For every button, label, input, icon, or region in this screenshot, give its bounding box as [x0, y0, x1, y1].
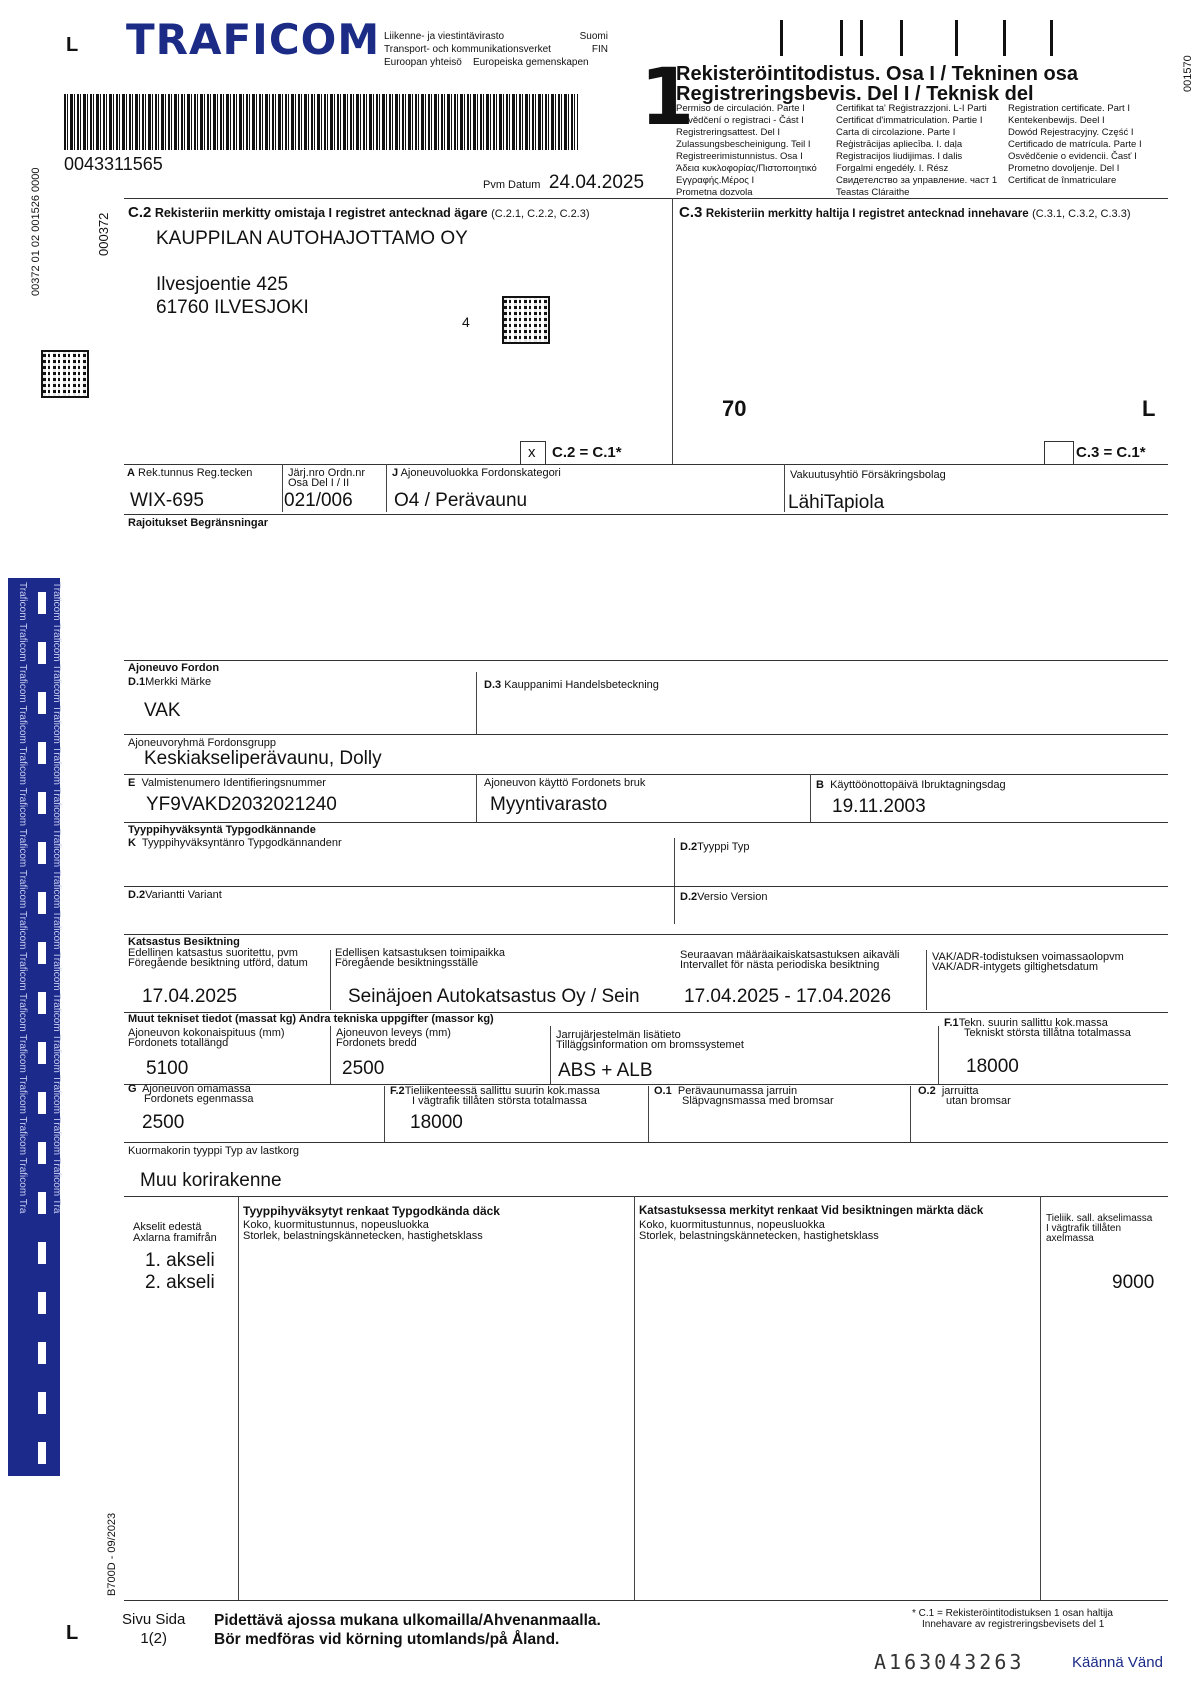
tr1-7: Prometna dozvola — [676, 187, 753, 198]
qr-code-left — [43, 352, 87, 396]
length-label1: Ajoneuvon kokonaispituus (mm) — [128, 1027, 285, 1039]
traficom-logo: TRAFICOM — [126, 15, 381, 64]
holder-number: 70 — [722, 396, 747, 421]
o1-label2: Släpvagnsmassa med bromsar — [682, 1095, 834, 1107]
line-type-split — [674, 838, 675, 924]
eu-fi: Euroopan yhteisö — [384, 57, 462, 68]
date-block — [483, 172, 644, 194]
title-line1: Rekisteröintitodistus. Osa I / Tekninen osa — [676, 63, 1078, 85]
width-value: 2500 — [342, 1058, 385, 1079]
qr-code-owner — [504, 298, 548, 342]
agency-sv: Transport- och kommunikationsverket — [384, 44, 551, 55]
k-code: K — [128, 837, 136, 849]
axle-mass-label — [1046, 1214, 1152, 1244]
insurance-label: Vakuutusyhtiö Försäkringsbolag — [790, 469, 946, 481]
axles-label1: Akselit edestä — [133, 1221, 202, 1233]
holder-code: C.3 — [679, 204, 703, 221]
tr3-6: Certificat de înmatriculare — [1008, 175, 1117, 186]
form-code: B700D - 09/2023 — [106, 1512, 118, 1596]
f1-value: 18000 — [966, 1056, 1019, 1077]
axle-2: 2. akseli — [145, 1272, 215, 1293]
owner-street: Ilvesjoentie 425 — [156, 274, 289, 295]
owner-name: KAUPPILAN AUTOHAJOTTAMO OY — [156, 228, 468, 249]
line-vehicle-top — [124, 660, 1168, 661]
first-use-label — [816, 780, 1006, 791]
axles-label — [133, 1222, 217, 1244]
axle-1: 1. akseli — [145, 1250, 215, 1271]
group-label: Ajoneuvoryhmä Fordonsgrupp — [128, 737, 276, 749]
barcode-number: 0043311565 — [64, 154, 163, 174]
k-label — [128, 838, 342, 849]
tr1-2: Registreringsattest. Del I — [676, 127, 781, 138]
page-label: Sivu Sida — [122, 1611, 186, 1628]
trade-label-text: Kauppanimi Handelsbeteckning — [504, 679, 659, 691]
country-name: Suomi — [579, 31, 608, 42]
part-number: 1 — [640, 53, 695, 143]
notice-fi: Pidettävä ajossa mukana ulkomailla/Ahvenanmaalla. — [214, 1612, 601, 1629]
line-a-1 — [282, 464, 283, 512]
barcode — [64, 94, 578, 150]
tr2-7: Teastas Cláraithe — [836, 187, 910, 198]
axle-mass-value: 9000 — [1112, 1272, 1155, 1293]
width-label2: Fordonets bredd — [336, 1037, 417, 1049]
owner-number: 4 — [462, 314, 470, 330]
line-owner-split — [672, 198, 673, 464]
left-code: 00372 01 02 001526 0000 — [30, 167, 42, 296]
last-inspection-label — [128, 948, 308, 968]
footnote-1: * C.1 = Rekisteröintitodistuksen 1 osan haltija — [912, 1608, 1113, 1619]
tr2-3: Reģistrācijas apliecība. I. daļa — [836, 139, 963, 150]
holder-mark: L — [1142, 396, 1156, 421]
reg-label-text: Rek.tunnus Reg.tecken — [138, 467, 253, 479]
line-variant-top — [124, 886, 1168, 887]
tr3-0: Registration certificate. Part I — [1008, 103, 1130, 114]
line-make-split — [476, 672, 477, 734]
line-tech-1 — [330, 1026, 331, 1084]
page-info — [122, 1610, 185, 1648]
axles-label2: Axlarna framifrån — [133, 1232, 217, 1244]
order-label2: Osa Del I / II — [288, 477, 350, 489]
group-value: Keskiakseliperävaunu, Dolly — [144, 748, 382, 769]
line-vin-2 — [810, 774, 811, 822]
vin-value: YF9VAKD2032021240 — [146, 794, 337, 815]
g-code: G — [128, 1083, 137, 1095]
order-label1: Järj.nro Ordn.nr — [288, 467, 366, 479]
agency-fi: Liikenne- ja viestintävirasto — [384, 31, 505, 42]
inspected-tyres-title: Katsastuksessa merkityt renkaat Vid besiktningen märkta däck — [639, 1205, 984, 1217]
use-value: Myyntivarasto — [490, 794, 608, 815]
place-label2: Föregående besiktningsställe — [335, 957, 479, 969]
axle-mass-label2: I vägtrafik tillåten — [1046, 1223, 1122, 1234]
vin-code: E — [128, 777, 136, 789]
make-label — [128, 677, 211, 688]
class-code: J — [392, 467, 399, 479]
variant-label — [128, 890, 222, 901]
tr3-1: Kentekenbewijs. Deel I — [1008, 115, 1105, 126]
turn-label: Käännä Vänd — [1072, 1654, 1163, 1671]
notice-sv: Bör medföras vid körning utomlands/på Åland. — [214, 1631, 560, 1648]
first-use-label-text: Käyttöönottopäivä Ibruktagningsdag — [830, 779, 1006, 791]
line-a-2 — [386, 464, 387, 512]
inspected-tyres-sub2: Storlek, belastningskännetecken, hastighetsklass — [639, 1230, 879, 1242]
right-code: 001570 — [1182, 55, 1194, 92]
trade-code: D.3 — [484, 679, 502, 691]
brake-label — [556, 1030, 744, 1050]
country — [578, 30, 608, 56]
place-label1: Edellisen katsastuksen toimipaikka — [335, 947, 505, 959]
o1-label1: Perävaunumassa jarruin — [677, 1085, 798, 1097]
tr1-5: Άδεια κυκλοφορίας/Πιστοποιητικό — [676, 163, 817, 174]
eu-sv: Europeiska gemenskapen — [472, 57, 589, 68]
tr2-5: Forgalmi engedély. I. Rész — [836, 163, 949, 174]
tr1-3: Zulassungsbescheinigung. Teil I — [676, 139, 811, 150]
class-label-text: Ajoneuvoluokka Fordonskategori — [400, 467, 561, 479]
make-label-text: Merkki Märke — [145, 676, 212, 688]
f2-label1: Tieliikenteessä sallittu suurin kok.massa — [404, 1085, 600, 1097]
holder-refs: (C.3.1, C.3.2, C.3.3) — [1032, 208, 1131, 220]
trade-label — [484, 680, 659, 691]
approved-tyres-sub2: Storlek, belastningskännetecken, hastighetsklass — [243, 1230, 483, 1242]
body-value: Muu korirakenne — [140, 1170, 282, 1191]
brake-value: ABS + ALB — [558, 1060, 653, 1081]
vehicle-section — [128, 663, 219, 674]
brake-label2: Tilläggsinformation om bromssystemet — [556, 1039, 744, 1051]
page-value: 1(2) — [140, 1630, 168, 1647]
next-label1: Seuraavan määräaikaiskatsastuksen aikaväli — [680, 949, 900, 961]
line-body-top — [124, 1142, 1168, 1143]
first-use-code: B — [816, 779, 824, 791]
translations-col2 — [836, 103, 997, 199]
place-value: Seinäjoen Autokatsastus Oy / Sein — [348, 986, 640, 1007]
date-value: 24.04.2025 — [548, 172, 645, 193]
g-value: 2500 — [142, 1112, 185, 1133]
tech-section-text: Muut tekniset tiedot (massat kg) Andra tekniska uppgifter (massor kg) — [128, 1013, 494, 1025]
footnote — [912, 1608, 1113, 1630]
line-g-3 — [910, 1086, 911, 1142]
o1-code: O.1 — [654, 1085, 672, 1097]
holder-same-label: C.3 = C.1* — [1076, 444, 1146, 461]
adr-label2: VAK/ADR-intygets giltighetsdatum — [932, 961, 1099, 973]
line-a-3 — [784, 464, 785, 512]
corner-mark-top: L — [66, 34, 79, 56]
f2-label — [390, 1086, 600, 1106]
adr-label1: VAK/ADR-todistuksen voimassaolopvm — [932, 951, 1124, 963]
f2-code: F.2 — [390, 1085, 405, 1097]
o2-label — [918, 1086, 1011, 1106]
brake-label1: Jarrujärjestelmän lisätieto — [556, 1029, 681, 1041]
next-label — [680, 950, 900, 970]
o1-label — [654, 1086, 834, 1106]
order-value: 021/006 — [284, 490, 353, 511]
axle-mass-label1: Tieliik. sall. akselimassa — [1046, 1213, 1153, 1224]
approved-tyres-title: Tyyppihyväksytyt renkaat Typgodkända däck — [243, 1204, 500, 1218]
owner-same-label: C.2 = C.1* — [552, 444, 622, 461]
o2-label1: jarruitta — [941, 1085, 979, 1097]
line-tyres-1 — [238, 1196, 239, 1600]
tr1-1: Osvědčení o registraci - Část I — [676, 115, 804, 126]
length-value: 5100 — [146, 1058, 189, 1079]
line-tech-3 — [938, 1026, 939, 1084]
o2-code: O.2 — [918, 1085, 936, 1097]
line-g-1 — [384, 1086, 385, 1142]
line-vin-top — [124, 774, 1168, 775]
version-code: D.2 — [680, 891, 698, 903]
reg-label — [127, 468, 252, 479]
tr3-2: Dowód Rejestracyjny. Część I — [1008, 127, 1134, 138]
place-label — [335, 948, 505, 968]
vin-label — [128, 778, 326, 789]
translations-col1 — [676, 103, 817, 199]
line-type-top — [124, 822, 1168, 823]
length-label — [128, 1028, 285, 1048]
translations-col3 — [1008, 103, 1142, 187]
restrictions-label-text: Rajoitukset Begränsningar — [128, 517, 268, 529]
owner-city: 61760 ILVESJOKI — [156, 297, 309, 318]
restrictions-label — [128, 518, 268, 529]
variant-code: D.2 — [128, 889, 146, 901]
holder-same-checkbox[interactable] — [1044, 441, 1074, 465]
line-g-top — [124, 1084, 1168, 1085]
tr1-0: Permiso de circulación. Parte I — [676, 103, 805, 114]
type-label-text: Tyyppi Typ — [697, 841, 750, 853]
last-inspection-label2: Föregående besiktning utförd, datum — [128, 957, 308, 969]
owner-refs: (C.2.1, C.2.2, C.2.3) — [491, 208, 590, 220]
strip-text-1: Traficom Traficom Traficom Traficom Traficom Traficom Traficom Traficom Traficom Traficom Traficom Traficom Traficom Traficom Traficom Tra — [17, 582, 28, 1214]
owner-header — [128, 204, 590, 221]
strip-text-2: Traficom Traficom Traficom Traficom Traficom Traficom Traficom Traficom Traficom Traficom Traficom Traficom Traficom Traficom Traficom Tra — [51, 582, 62, 1214]
line-inspection-top — [124, 934, 1168, 935]
footnote-2: Innehavare av registreringsbevisets del 1 — [922, 1619, 1105, 1630]
f1-label2: Tekniskt största tillåtna totalmassa — [964, 1027, 1131, 1039]
title-line2: Registreringsbevis. Del I / Teknisk del — [676, 83, 1034, 105]
g-label2: Fordonets egenmassa — [144, 1093, 254, 1105]
serial-number: A163043263 — [874, 1650, 1025, 1674]
strip-ticks — [38, 578, 46, 1476]
insurance-value: LähiTapiola — [788, 492, 885, 513]
make-code: D.1 — [128, 676, 146, 688]
f2-label2: I vägtrafik tillåten största totalmassa — [412, 1095, 587, 1107]
class-label — [392, 468, 561, 479]
next-value: 17.04.2025 - 17.04.2026 — [684, 986, 892, 1007]
use-label: Ajoneuvon käyttö Fordonets bruk — [484, 777, 646, 789]
body-label: Kuormakorin tyyppi Typ av lastkorg — [128, 1145, 299, 1157]
variant-label-text: Variantti Variant — [145, 889, 222, 901]
width-label — [336, 1028, 451, 1048]
owner-same-check: x — [528, 444, 536, 461]
first-use-value: 19.11.2003 — [832, 796, 926, 817]
tr2-1: Certificat d'immatriculation. Partie I — [836, 115, 983, 126]
line-insp-3 — [926, 950, 927, 1010]
date-label: Pvm Datum — [483, 179, 541, 191]
agency-names — [384, 30, 589, 69]
version-label-text: Versio Version — [697, 891, 768, 903]
tr1-6: Εγγραφής.Μέρος I — [676, 175, 755, 186]
notice — [214, 1611, 601, 1649]
owner-code: C.2 — [128, 204, 152, 221]
holder-label: Rekisteriin merkitty haltija I registret antecknad innehavare — [705, 208, 1029, 220]
tr2-4: Registracijos liudijimas. I dalis — [836, 151, 963, 162]
length-label2: Fordonets totallängd — [128, 1037, 229, 1049]
owner-label: Rekisteriin merkitty omistaja I registret antecknad ägare — [154, 206, 488, 220]
tr3-5: Prometno dovoljenje. Del I — [1008, 163, 1120, 174]
line-tyres-bottom — [124, 1600, 1168, 1601]
tr2-0: Certifikat ta' Reġistrazzjoni. L-I Parti — [836, 103, 987, 114]
approved-tyres — [243, 1206, 500, 1242]
type-label — [680, 842, 750, 853]
vehicle-section-text: Ajoneuvo Fordon — [128, 662, 220, 674]
line-owner-top — [124, 198, 1168, 199]
order-label — [288, 468, 365, 488]
inspection-section-text: Katsastus Besiktning — [128, 936, 240, 948]
country-code: FIN — [591, 44, 608, 55]
line-a-top — [124, 464, 1168, 465]
f2-value: 18000 — [410, 1112, 463, 1133]
last-inspection-label1: Edellinen katsastus suoritettu, pvm — [128, 947, 298, 959]
line-restrictions-top — [124, 514, 1168, 515]
line-insp-1 — [330, 950, 331, 1010]
line-tech-2 — [550, 1026, 551, 1084]
f1-label1: Tekn. suurin sallittu kok.massa — [958, 1017, 1108, 1029]
owner-same-checkbox[interactable] — [520, 441, 546, 465]
axle-mass-label3: axelmassa — [1046, 1233, 1094, 1244]
last-inspection-value: 17.04.2025 — [142, 986, 238, 1007]
left-code2: 000372 — [96, 212, 111, 256]
make-value: VAK — [144, 700, 181, 721]
inspected-tyres — [639, 1206, 983, 1242]
o2-label2: utan bromsar — [946, 1095, 1011, 1107]
width-label1: Ajoneuvon leveys (mm) — [336, 1027, 451, 1039]
type-code: D.2 — [680, 841, 698, 853]
k-label-text: Tyyppihyväksyntänro Typgodkännandenr — [141, 837, 342, 849]
approved-tyres-sub1: Koko, kuormitustunnus, nopeusluokka — [243, 1219, 429, 1231]
adr-label — [932, 952, 1124, 972]
f1-code: F.1 — [944, 1017, 959, 1029]
security-strip — [8, 578, 60, 1476]
version-label — [680, 892, 767, 903]
class-value: O4 / Perävaunu — [394, 490, 528, 511]
g-label1: Ajoneuvon omamassa — [142, 1083, 251, 1095]
tr1-4: Registreerimistunnistus. Osa I — [676, 151, 803, 162]
tr3-4: Osvědčenie o evidencii. Časť I — [1008, 151, 1137, 162]
line-tyres-2 — [634, 1196, 635, 1600]
tr3-3: Certificado de matrícula. Parte I — [1008, 139, 1142, 150]
inspected-tyres-sub1: Koko, kuormitustunnus, nopeusluokka — [639, 1219, 825, 1231]
f1-label — [944, 1018, 1131, 1038]
line-tyres-3 — [1040, 1196, 1041, 1600]
type-approval-section-text: Tyyppihyväksyntä Typgodkännande — [128, 824, 316, 836]
type-approval-section — [128, 825, 316, 836]
tr2-6: Свидетелство за управление. част 1 — [836, 175, 998, 186]
holder-header — [679, 204, 1131, 221]
reg-value: WIX-695 — [130, 490, 204, 511]
corner-mark-bottom: L — [66, 1622, 79, 1644]
reg-code: A — [127, 467, 135, 479]
line-tyres-top — [124, 1196, 1168, 1197]
vin-label-text: Valmistenumero Identifieringsnummer — [141, 777, 326, 789]
g-label — [128, 1084, 253, 1104]
tech-section — [128, 1014, 494, 1025]
line-vin-1 — [476, 774, 477, 822]
next-label2: Intervallet för nästa periodiska besiktning — [680, 959, 880, 971]
tr2-2: Carta di circolazione. Parte I — [836, 127, 956, 138]
line-group-top — [124, 734, 1168, 735]
line-g-2 — [648, 1086, 649, 1142]
